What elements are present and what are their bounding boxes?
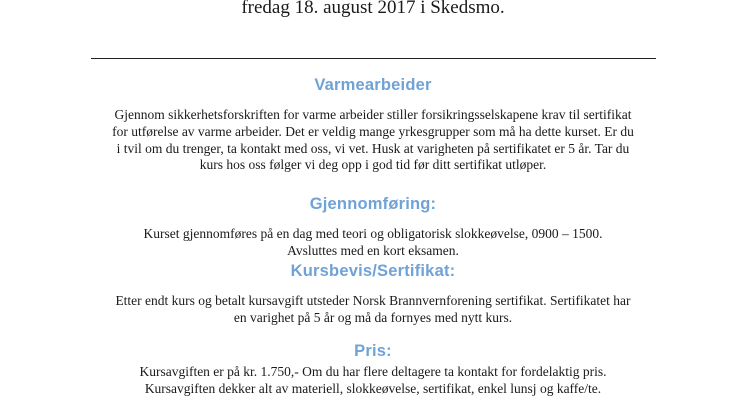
paragraph-line: for utførelse av varme arbeider. Det er veldig mange yrkesgrupper som må ha dette kurset. Er du (112, 123, 634, 139)
paragraph-line: Kurset gjennomføres på en dag med teori og obligatorisk slokkeøvelse, 0900 – 1500. (143, 226, 603, 241)
heading-gjennomforing: Gjennomføring: (309, 195, 437, 213)
paragraph-line: kurs hos oss følger vi deg opp i god tid før ditt sertifikat utløper. (199, 157, 547, 173)
paragraph-line: Avsluttes med en kort eksamen. (287, 242, 459, 258)
paragraph-line: Gjennom sikkerhetsforskriften for varme arbeider stiller forsikringsselskapene krav til sertifikat (114, 107, 632, 122)
paragraph-line: Etter endt kurs og betalt kursavgift utsteder Norsk Brannvernforening sertifikat. Sertifikatet har (115, 293, 631, 308)
paragraph-line: Kursavgiften er på kr. 1.750,- Om du har flere deltagere ta kontakt for fordelaktig pris. (139, 364, 607, 379)
paragraph-gjennomforing (0, 226, 746, 260)
heading-kursbevis: Kursbevis/Sertifikat: (290, 262, 456, 280)
horizontal-divider (91, 58, 656, 59)
paragraph-kursbevis (0, 293, 746, 327)
event-date-subtitle: fredag 18. august 2017 i Skedsmo. (241, 0, 505, 18)
heading-varmearbeider: Varmearbeider (314, 76, 432, 94)
paragraph-line: i tvil om du trenger, ta kontakt med oss, vi vet. Husk at varigheten på sertifikatet er 5 år. Tar du (116, 140, 630, 156)
paragraph-line: Kursavgiften dekker alt av materiell, slokkeøvelse, sertifikat, enkel lunsj og kaffe/te. (144, 380, 602, 396)
heading-pris: Pris: (354, 342, 392, 360)
paragraph-line: en varighet på 5 år og må da fornyes med nytt kurs. (233, 309, 513, 325)
paragraph-varmearbeider (0, 107, 746, 174)
paragraph-pris (0, 364, 746, 398)
